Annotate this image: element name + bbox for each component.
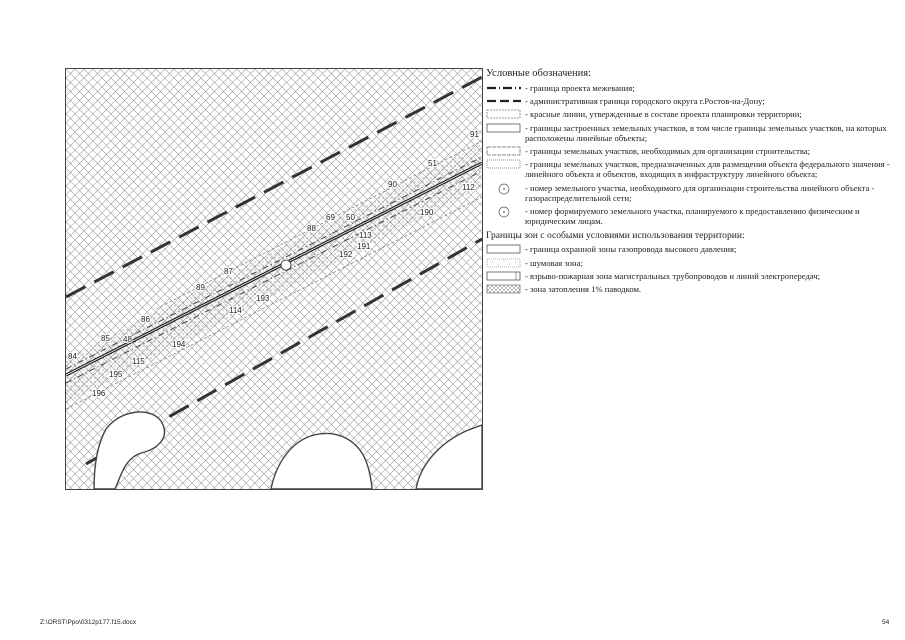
document-path: Z:\ORST\Ppo\0312p177.f15.docx bbox=[40, 619, 137, 626]
plot-number-label: 69 bbox=[326, 213, 335, 222]
explosion-zone-box-icon bbox=[486, 271, 522, 281]
legend-item-label: - границы земельных участков, предназначенных для размещения объекта федерального значения - линейного объекта и объектов, входящих в инфраструктуру линейного объекта; bbox=[525, 159, 890, 180]
line-junction-marker bbox=[281, 260, 291, 270]
plot-number-label: 194 bbox=[172, 340, 186, 349]
map-drawing bbox=[66, 69, 482, 489]
legend-item-project-boundary bbox=[486, 83, 898, 93]
legend-item-flood-zone bbox=[486, 284, 898, 294]
admin-boundary-dashed-line-icon bbox=[486, 96, 522, 106]
map-legend bbox=[486, 68, 898, 297]
legend-zones-title: Границы зон с особыми условиями использования территории: bbox=[486, 230, 745, 242]
page-number: 54 bbox=[882, 619, 890, 626]
circle-plot-number-icon bbox=[486, 183, 522, 193]
plot-number-label: 190 bbox=[420, 208, 434, 217]
legend-item-gas-protection-zone bbox=[486, 244, 898, 254]
legend-item-built-plots bbox=[486, 123, 898, 143]
plot-number-label: 193 bbox=[256, 294, 270, 303]
plot-number-label: 196 bbox=[92, 389, 106, 398]
plot-number-label: 192 bbox=[339, 250, 353, 259]
plot-number-label: 86 bbox=[141, 315, 150, 324]
noise-zone-dotted-box-icon bbox=[486, 258, 522, 268]
legend-item-label: - номер земельного участка, необходимого для организации строительства линейного объекта - газораспределительной сети; bbox=[525, 182, 875, 203]
plot-number-label: 90 bbox=[388, 180, 397, 189]
federal-object-plots-box-icon bbox=[486, 159, 522, 169]
plot-number-label: 195 bbox=[109, 370, 123, 379]
legend-item-plot-number-gas bbox=[486, 183, 898, 203]
plot-number-label: 113 bbox=[359, 231, 372, 240]
plot-number-label: 85 bbox=[101, 334, 110, 343]
plot-number-label: 87 bbox=[224, 267, 233, 276]
legend-item-admin-boundary bbox=[486, 96, 898, 106]
flood-zone-hatched-box-icon bbox=[486, 284, 522, 294]
plot-number-label: 51 bbox=[428, 159, 437, 168]
map-panel[interactable] bbox=[65, 68, 483, 490]
plot-number-label: 114 bbox=[229, 306, 242, 315]
legend-title: Условные обозначения: bbox=[486, 68, 592, 79]
plot-number-label: 115 bbox=[132, 357, 145, 366]
legend-item-label: - красные линии, утвержденные в составе проекта планировки территории; bbox=[525, 109, 802, 120]
legend-item-federal-object-plots bbox=[486, 159, 898, 179]
circle-plot-number-icon bbox=[486, 206, 522, 216]
legend-item-label: - граница проекта межевания; bbox=[525, 83, 635, 93]
construction-plots-box-icon bbox=[486, 146, 522, 156]
built-plots-box-icon bbox=[486, 123, 522, 133]
legend-item-noise-zone bbox=[486, 258, 898, 268]
plot-number-label: 191 bbox=[357, 242, 371, 251]
project-boundary-line-icon bbox=[486, 83, 522, 93]
legend-item-label: - административная граница городского округа г.Ростов-на-Дону; bbox=[525, 96, 765, 107]
legend-item-red-lines bbox=[486, 109, 898, 119]
legend-item-label: - границы застроенных земельных участков, в том числе границы земельных участков, на которых расположены линейные объекты; bbox=[525, 122, 887, 143]
legend-item-label: - шумовая зона; bbox=[525, 257, 583, 268]
gas-protection-zone-box-icon bbox=[486, 244, 522, 254]
legend-item-label: - границы земельных участков, необходимых для организации строительства; bbox=[525, 146, 811, 157]
plot-number-label: 88 bbox=[307, 224, 316, 233]
plot-number-label: 91 bbox=[470, 130, 479, 139]
plot-number-label: 89 bbox=[196, 283, 205, 292]
plot-number-label: 48 bbox=[123, 335, 132, 344]
plot-number-label: 112 bbox=[462, 183, 475, 192]
legend-item-label: - номер формируемого земельного участка, планируемого к предоставлению физическим и юридическим лицам. bbox=[525, 206, 860, 227]
legend-item-label: - граница охранной зоны газопровода высокого давления; bbox=[525, 244, 737, 255]
legend-item-label: - взрыво-пожарная зона магистральных трубопроводов и линий электропередач; bbox=[525, 270, 821, 281]
plot-number-label: 50 bbox=[346, 213, 355, 222]
legend-item-construction-plots bbox=[486, 146, 898, 156]
red-lines-box-icon bbox=[486, 109, 522, 119]
plot-number-label: 84 bbox=[68, 352, 77, 361]
legend-item-label: - зона затопления 1% паводком. bbox=[525, 284, 642, 295]
legend-item-plot-number-new bbox=[486, 206, 898, 226]
legend-item-explosion-zone bbox=[486, 271, 898, 281]
